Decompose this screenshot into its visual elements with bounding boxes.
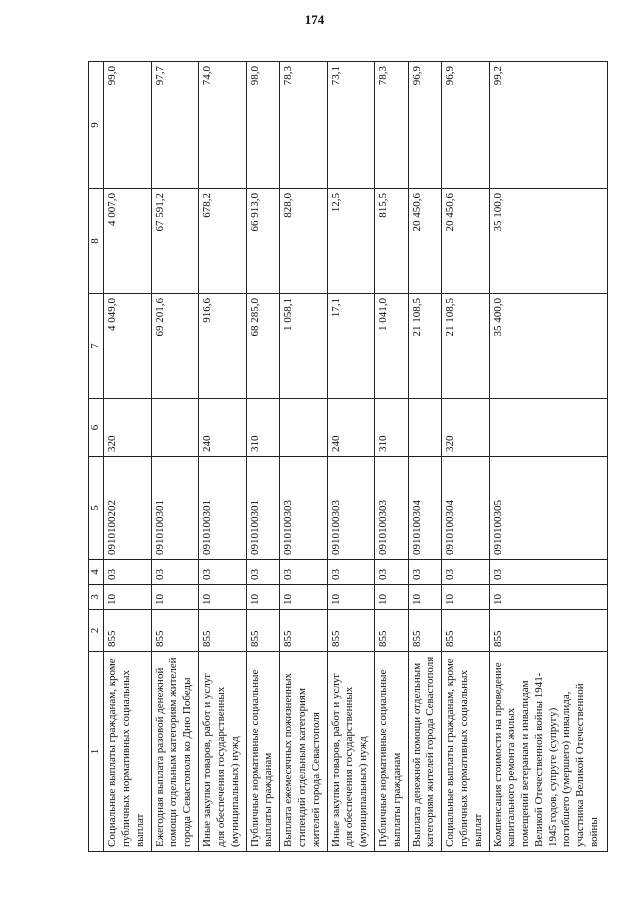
row-cell-col-2: 855 (199, 610, 247, 652)
row-cell-col-5: 0910100304 (408, 457, 441, 560)
row-cell-col-9: 99,0 (104, 62, 152, 189)
row-description: Выплата ежемесячных пожизненных стипендий отдельным категориям жителей города Севастополя (280, 652, 328, 852)
row-cell-col-8: 20 450,6 (408, 189, 441, 294)
row-cell-col-4: 03 (151, 560, 199, 585)
row-cell-col-5: 0910100304 (442, 457, 490, 560)
row-cell-col-8: 678,2 (199, 189, 247, 294)
row-cell-col-5: 0910100301 (151, 457, 199, 560)
row-cell-col-2: 855 (489, 610, 607, 652)
row-description: Социальные выплаты гражданам, кроме публичных нормативных социальных выплат (104, 652, 152, 852)
row-cell-col-6: 310 (246, 399, 279, 457)
row-cell-col-6: 240 (327, 399, 375, 457)
row-cell-col-7: 35 400,0 (489, 294, 607, 399)
table-row (104, 62, 152, 852)
budget-table (88, 61, 608, 852)
row-cell-col-9: 97,7 (151, 62, 199, 189)
row-cell-col-6 (408, 399, 441, 457)
row-cell-col-5: 0910100301 (246, 457, 279, 560)
table-row (489, 62, 607, 852)
row-cell-col-6 (489, 399, 607, 457)
row-cell-col-6: 310 (375, 399, 408, 457)
column-header: 6 (89, 399, 104, 457)
row-cell-col-2: 855 (327, 610, 375, 652)
row-description: Иные закупки товаров, работ и услуг для обеспечения государственных (муниципальных) нужд (199, 652, 247, 852)
row-cell-col-5: 0910100303 (280, 457, 328, 560)
row-cell-col-7: 21 108,5 (408, 294, 441, 399)
row-description: Публичные нормативные социальные выплаты гражданам (246, 652, 279, 852)
table-row (280, 62, 328, 852)
row-cell-col-8: 20 450,6 (442, 189, 490, 294)
column-number-row (89, 62, 104, 852)
row-description: Социальные выплаты гражданам, кроме публичных нормативных социальных выплат (442, 652, 490, 852)
row-description: Иные закупки товаров, работ и услуг для обеспечения государственных (муниципальных) нужд (327, 652, 375, 852)
row-cell-col-4: 03 (199, 560, 247, 585)
row-cell-col-9: 74,0 (199, 62, 247, 189)
row-cell-col-8: 828,0 (280, 189, 328, 294)
row-cell-col-7: 17,1 (327, 294, 375, 399)
row-cell-col-4: 03 (246, 560, 279, 585)
row-cell-col-4: 03 (375, 560, 408, 585)
column-header: 3 (89, 585, 104, 610)
row-cell-col-3: 10 (442, 585, 490, 610)
row-cell-col-4: 03 (280, 560, 328, 585)
row-cell-col-3: 10 (246, 585, 279, 610)
column-header: 8 (89, 189, 104, 294)
row-cell-col-2: 855 (280, 610, 328, 652)
column-header: 1 (89, 652, 104, 852)
row-cell-col-9: 98,0 (246, 62, 279, 189)
row-description: Компенсация стоимости на проведение капитального ремонта жилых помещений ветеранам и инвалидам Великой Отечественной войны 1941-1945 годов, супруге (супругу) погибшего (умершего) инвалида, участника Великой Отечественной войны (489, 652, 607, 852)
row-cell-col-9: 78,3 (280, 62, 328, 189)
table-row (327, 62, 375, 852)
row-cell-col-3: 10 (489, 585, 607, 610)
table-body (104, 62, 608, 852)
row-cell-col-8: 67 591,2 (151, 189, 199, 294)
row-cell-col-9: 73,1 (327, 62, 375, 189)
row-cell-col-3: 10 (327, 585, 375, 610)
row-cell-col-7: 68 285,0 (246, 294, 279, 399)
row-cell-col-4: 03 (327, 560, 375, 585)
row-cell-col-7: 4 049,0 (104, 294, 152, 399)
column-header: 4 (89, 560, 104, 585)
table-row (246, 62, 279, 852)
row-cell-col-6 (151, 399, 199, 457)
table-row (375, 62, 408, 852)
row-cell-col-4: 03 (442, 560, 490, 585)
row-cell-col-8: 815,5 (375, 189, 408, 294)
column-header: 2 (89, 610, 104, 652)
row-cell-col-9: 78,3 (375, 62, 408, 189)
row-cell-col-4: 03 (489, 560, 607, 585)
table-row (151, 62, 199, 852)
row-cell-col-2: 855 (246, 610, 279, 652)
table-row (199, 62, 247, 852)
rotated-table-frame (88, 62, 608, 852)
row-cell-col-2: 855 (104, 610, 152, 652)
row-cell-col-3: 10 (104, 585, 152, 610)
column-header: 9 (89, 62, 104, 189)
page-number: 174 (304, 12, 325, 27)
row-cell-col-2: 855 (442, 610, 490, 652)
row-cell-col-5: 0910100202 (104, 457, 152, 560)
row-cell-col-2: 855 (151, 610, 199, 652)
row-cell-col-4: 03 (104, 560, 152, 585)
rotated-table-area (88, 62, 608, 852)
row-cell-col-6 (280, 399, 328, 457)
row-cell-col-4: 03 (408, 560, 441, 585)
row-cell-col-3: 10 (375, 585, 408, 610)
row-cell-col-9: 96,9 (408, 62, 441, 189)
column-header: 5 (89, 457, 104, 560)
row-cell-col-7: 69 201,6 (151, 294, 199, 399)
row-description: Публичные нормативные социальные выплаты гражданам (375, 652, 408, 852)
row-cell-col-9: 99,2 (489, 62, 607, 189)
row-cell-col-5: 0910100301 (199, 457, 247, 560)
row-cell-col-8: 35 100,0 (489, 189, 607, 294)
row-cell-col-9: 96,9 (442, 62, 490, 189)
row-cell-col-2: 855 (408, 610, 441, 652)
row-cell-col-8: 66 913,0 (246, 189, 279, 294)
row-cell-col-7: 916,6 (199, 294, 247, 399)
column-header: 7 (89, 294, 104, 399)
row-description: Ежегодная выплата разовой денежной помощи отдельным категориям жителей города Севастополя ко Дню Победы (151, 652, 199, 852)
table-row (442, 62, 490, 852)
row-cell-col-2: 855 (375, 610, 408, 652)
row-cell-col-6: 320 (104, 399, 152, 457)
row-cell-col-3: 10 (408, 585, 441, 610)
row-cell-col-7: 1 041,0 (375, 294, 408, 399)
row-cell-col-7: 21 108,5 (442, 294, 490, 399)
row-cell-col-8: 4 007,0 (104, 189, 152, 294)
row-description: Выплата денежной помощи отдельным категориям жителей города Севастополя (408, 652, 441, 852)
row-cell-col-7: 1 058,1 (280, 294, 328, 399)
row-cell-col-6: 320 (442, 399, 490, 457)
row-cell-col-6: 240 (199, 399, 247, 457)
row-cell-col-3: 10 (151, 585, 199, 610)
row-cell-col-8: 12,5 (327, 189, 375, 294)
row-cell-col-5: 0910100303 (375, 457, 408, 560)
row-cell-col-3: 10 (280, 585, 328, 610)
row-cell-col-5: 0910100305 (489, 457, 607, 560)
row-cell-col-3: 10 (199, 585, 247, 610)
row-cell-col-5: 0910100303 (327, 457, 375, 560)
table-row (408, 62, 441, 852)
